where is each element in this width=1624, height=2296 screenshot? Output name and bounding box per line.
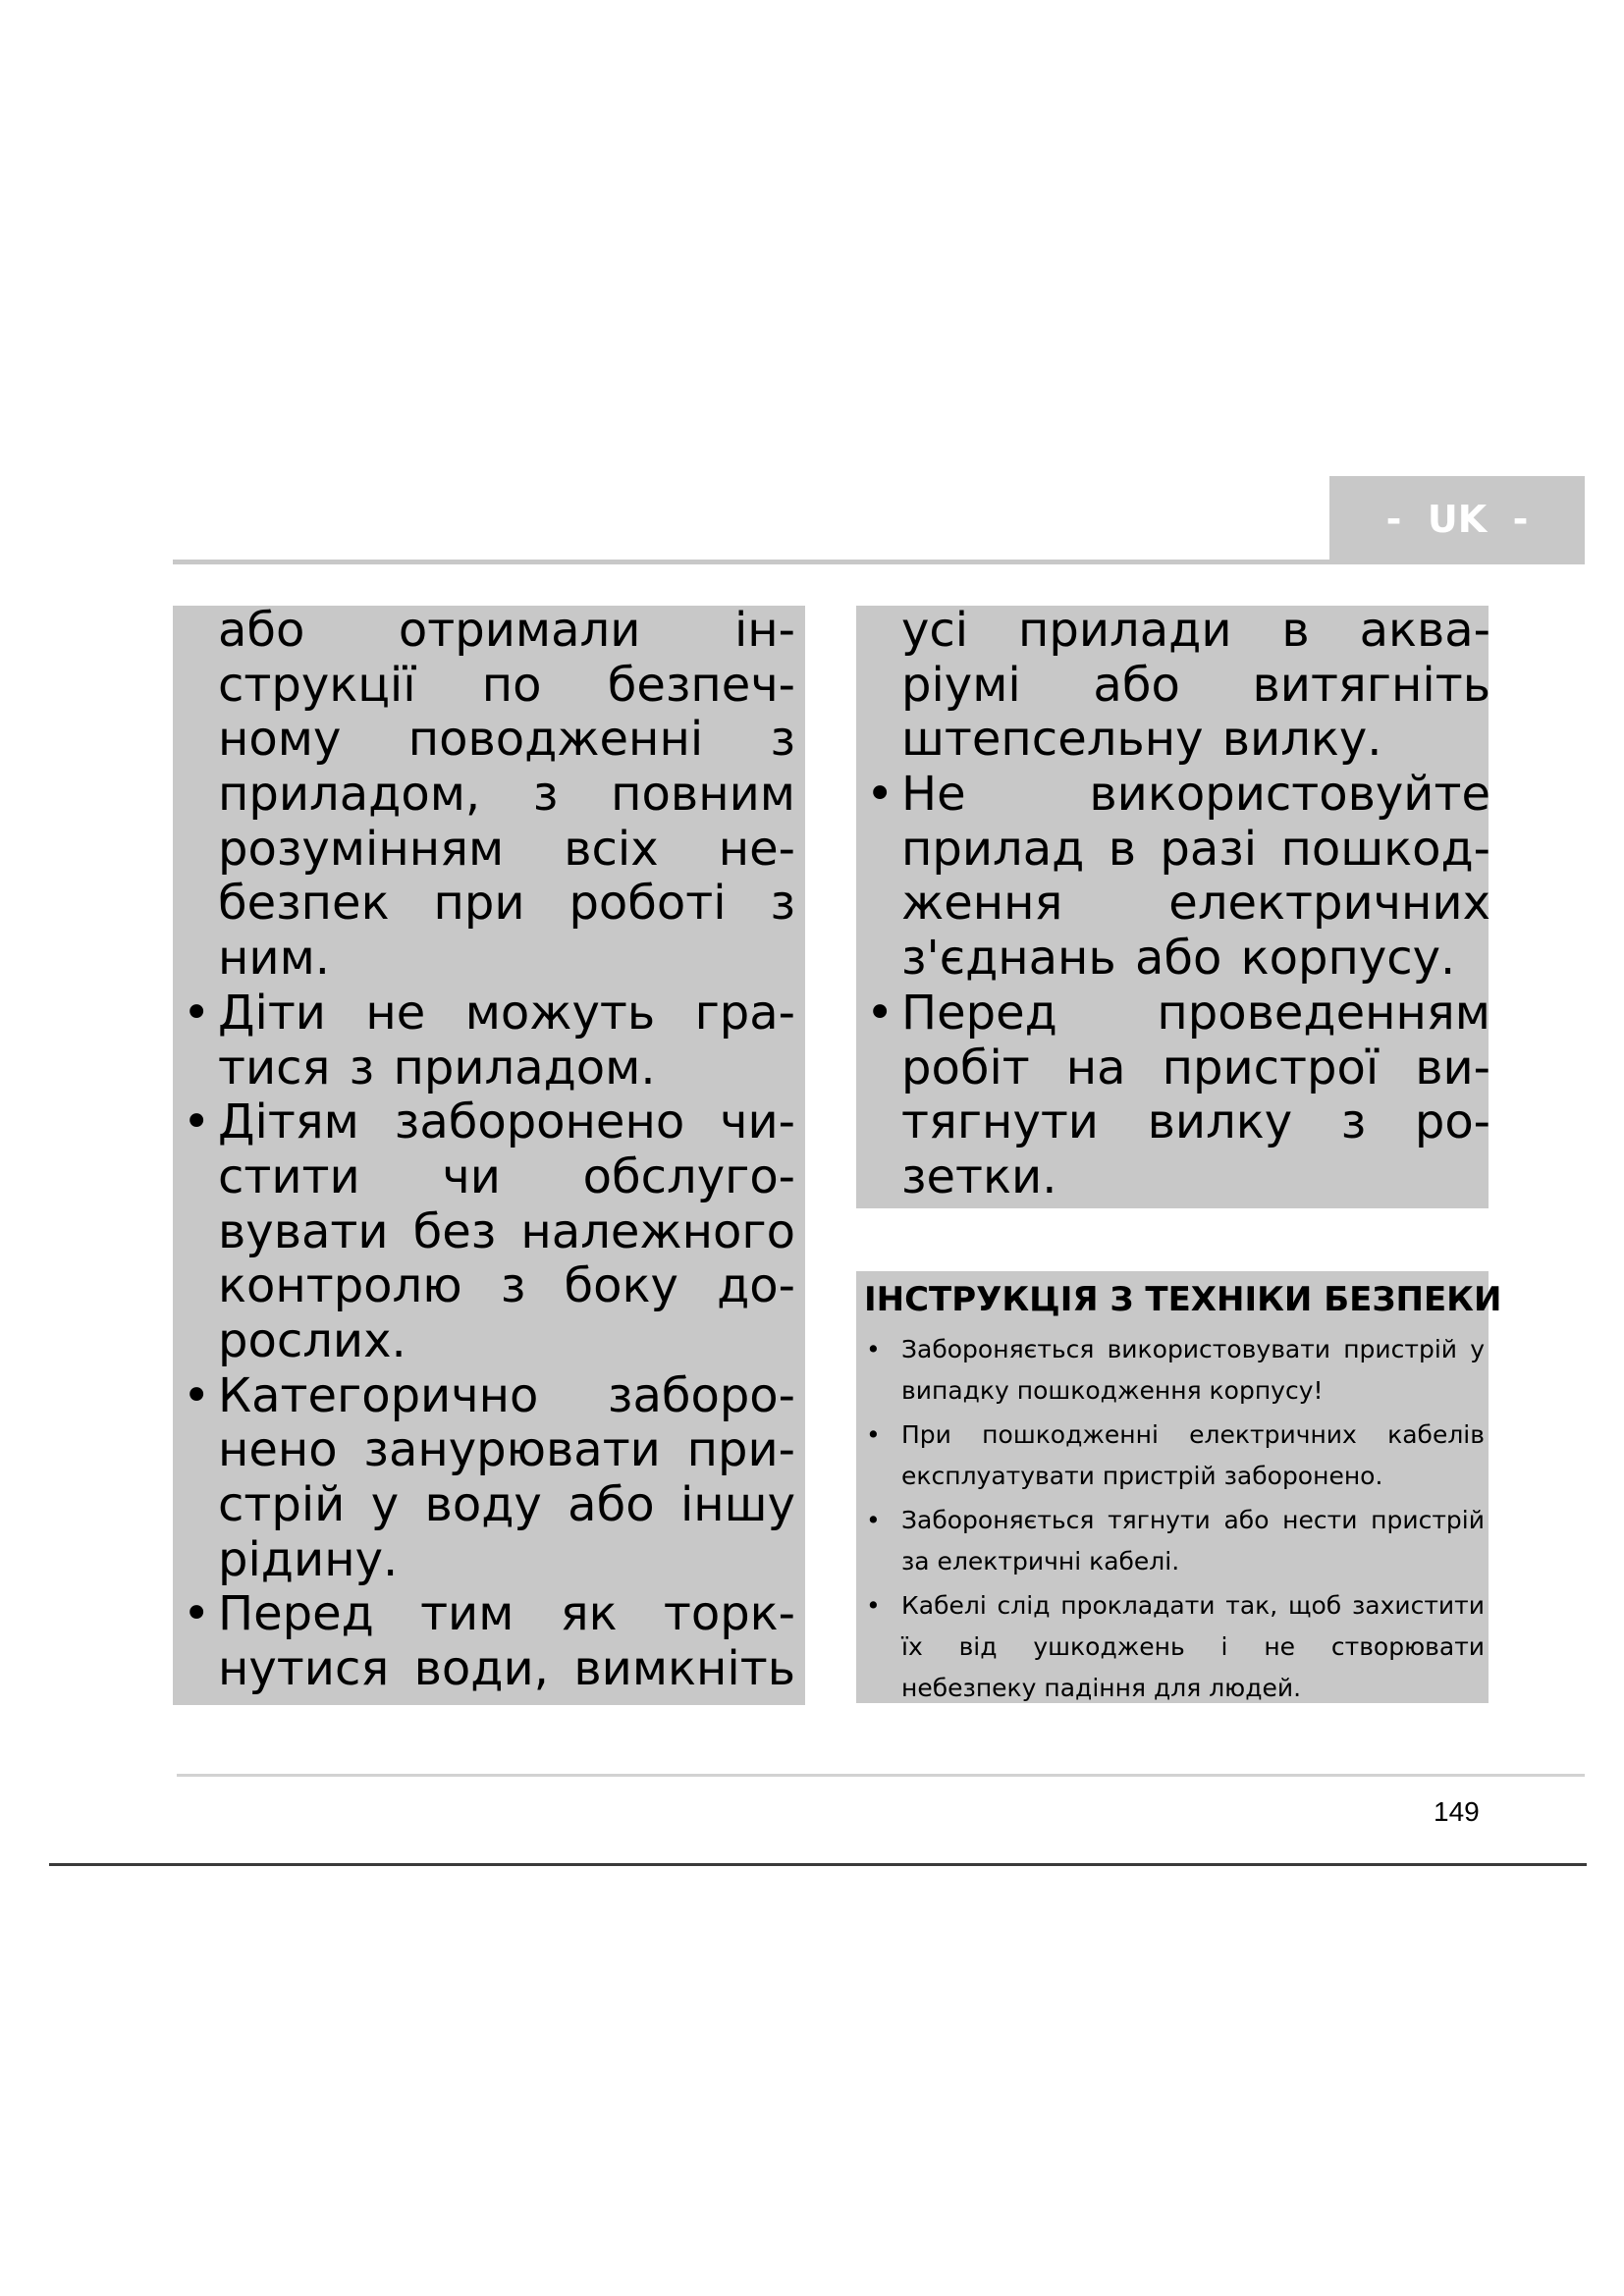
- line-text: ним.: [218, 931, 331, 987]
- text-line: [901, 823, 1490, 878]
- safety-item: [866, 1329, 1485, 1412]
- safety-item-text: Кабелі слід прокладати так, щоб захистити їх від ушкоджень і не створювати небезпеку падіння для людей.: [901, 1591, 1485, 1702]
- bullet-line: [183, 1095, 795, 1150]
- line-text: Перед проведенням: [901, 985, 1490, 1041]
- bullet-icon: •: [183, 1367, 211, 1423]
- safety-item-text: Забороняється тягнути або нести пристрій за електричні кабелі.: [901, 1506, 1485, 1575]
- line-text: тися з приладом.: [218, 1040, 656, 1095]
- line-text: Категорично заборо-: [218, 1367, 795, 1423]
- line-text: усі прилади в аква-: [901, 603, 1490, 658]
- text-line: [218, 823, 795, 878]
- line-text: зетки.: [901, 1148, 1057, 1204]
- language-tab: - UK -: [1329, 476, 1585, 562]
- safety-item: [866, 1585, 1485, 1709]
- line-text: приладом, з повним: [218, 767, 795, 823]
- line-text: рослих.: [218, 1312, 406, 1368]
- text-line: [218, 659, 795, 714]
- text-line: [218, 1205, 795, 1260]
- bullet-icon: •: [866, 985, 894, 1041]
- bullet-icon: •: [183, 1586, 211, 1642]
- text-line: [218, 1478, 795, 1533]
- footer-rule: [177, 1774, 1585, 1777]
- line-text: ному поводженні з: [218, 712, 795, 768]
- right-column-text: [866, 603, 1490, 1205]
- line-text: Перед тим як торк-: [218, 1586, 795, 1642]
- line-text: тягнути вилку з ро-: [901, 1095, 1490, 1150]
- text-line: [218, 1533, 795, 1588]
- bullet-line: [866, 767, 1490, 823]
- line-text: ріумі або витягніть: [901, 657, 1490, 713]
- line-text: стити чи обслуго-: [218, 1148, 795, 1204]
- bullet-line: [183, 1367, 795, 1424]
- line-text: вувати без належного: [218, 1203, 795, 1259]
- text-line: [901, 1041, 1490, 1096]
- line-text: розумінням всіх не-: [218, 821, 795, 877]
- page-number: 149: [1434, 1796, 1480, 1827]
- text-line: [901, 932, 1490, 987]
- bullet-icon: •: [183, 1095, 211, 1150]
- bullet-line: [183, 1586, 795, 1642]
- safety-title: ІНСТРУКЦІЯ З ТЕХНІКИ БЕЗПЕКИ: [864, 1280, 1502, 1319]
- line-text: стрій у воду або іншу: [218, 1477, 795, 1532]
- line-text: Не використовуйте: [901, 767, 1490, 823]
- text-line: [218, 1150, 795, 1205]
- text-line: [218, 877, 795, 932]
- bottom-rule: [49, 1863, 1587, 1866]
- text-line: [901, 713, 1490, 768]
- line-text: Діти не можуть гра-: [218, 985, 795, 1041]
- line-text: з'єднань або корпусу.: [901, 931, 1456, 987]
- line-text: нено занурювати при-: [218, 1422, 795, 1478]
- line-text: прилад в разі пошкод-: [901, 821, 1490, 877]
- safety-list: [866, 1329, 1485, 1712]
- text-line: [218, 1259, 795, 1314]
- bullet-icon: •: [866, 1420, 881, 1449]
- bullet-icon: •: [866, 1591, 881, 1620]
- line-text: або отримали ін-: [218, 603, 795, 658]
- line-text: струкції по безпеч-: [218, 657, 795, 713]
- line-text: безпек при роботі з: [218, 876, 795, 932]
- line-text: контролю з боку до-: [218, 1258, 795, 1314]
- bullet-line: [866, 985, 1490, 1041]
- bullet-icon: •: [866, 767, 894, 823]
- bullet-icon: •: [183, 985, 211, 1041]
- text-line: [218, 768, 795, 823]
- text-line: [901, 877, 1490, 932]
- safety-item: [866, 1415, 1485, 1497]
- header-rule: [173, 560, 1585, 564]
- text-line: [901, 1095, 1490, 1150]
- text-line: [218, 1314, 795, 1369]
- text-line: [218, 1642, 795, 1697]
- text-line: [901, 604, 1490, 659]
- safety-item-text: Забороняється використовувати пристрій у випадку пошкодження корпусу!: [901, 1335, 1485, 1405]
- line-text: штепсельну вилку.: [901, 712, 1382, 768]
- safety-item-text: При пошкодженні електричних кабелів експлуатувати пристрій заборонено.: [901, 1420, 1485, 1490]
- bullet-line: [183, 985, 795, 1041]
- bullet-icon: •: [866, 1506, 881, 1534]
- line-text: Дітям заборонено чи-: [218, 1095, 795, 1150]
- line-text: робіт на пристрої ви-: [901, 1040, 1490, 1095]
- line-text: рідину.: [218, 1531, 399, 1587]
- safety-item: [866, 1500, 1485, 1582]
- text-line: [218, 932, 795, 987]
- bullet-icon: •: [866, 1335, 881, 1363]
- text-line: [218, 713, 795, 768]
- left-column-text: [183, 603, 795, 1697]
- line-text: нутися води, вимкніть: [218, 1641, 795, 1697]
- text-line: [901, 659, 1490, 714]
- text-line: [901, 1150, 1490, 1205]
- text-line: [218, 604, 795, 659]
- text-line: [218, 1041, 795, 1096]
- text-line: [218, 1423, 795, 1478]
- line-text: ження електричних: [901, 876, 1490, 932]
